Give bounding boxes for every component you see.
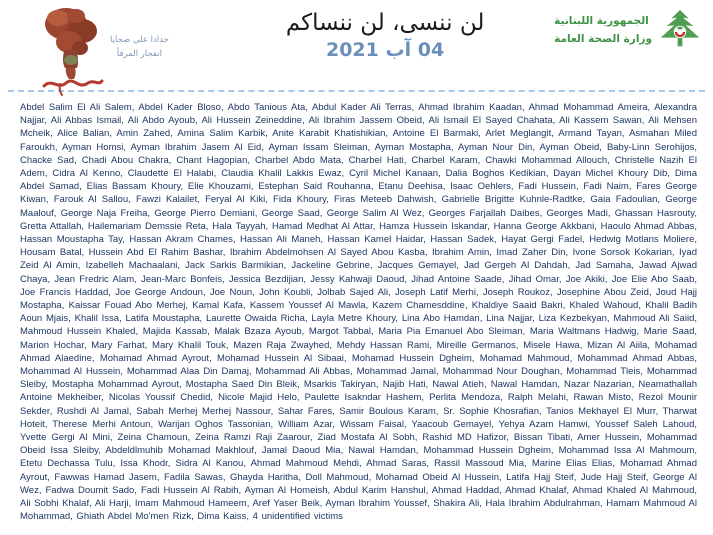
explosion-cloud-icon: [36, 4, 110, 96]
title-block: [216, 4, 554, 61]
memorial-caption-line2: انفجار المرفأ: [116, 49, 162, 59]
memorial-image-block: [36, 4, 216, 96]
ministry-name-line1: الجمهورية اللبنانية: [554, 15, 649, 27]
cedar-tree-icon: [657, 8, 703, 52]
page-header: [0, 0, 713, 90]
page-title: لن ننسى، لن ننساكم: [285, 10, 485, 36]
memorial-caption: [110, 33, 169, 62]
ministry-name-line2: وزارة الصحة العامة: [554, 33, 652, 46]
victims-name-list: Abdel Salim El Ali Salem, Abdel Kader Bloso, Abdo Tanious Ata, Abdul Kader Ali Terras, Ahmad Ibrahim Kaadan, Ahmad Mohammad Ameira, Alexandra Najjar, Ali Abbas Ismail, Ali Abdo Ayoub, Ali Hussein Zeineddine, Ali Ibrahim Jassem Obeid, Ali Ismail El Sayed Chahata, Ali Kassem Sawan, Ali Mehsen Mcheik, Alice Balian, Amin Zahed, Amina Salim Karbik, Anite Karabit Khatishikian, Antoine El Barmaki, Arlet Meglangit, Armand Tayan, Asmahan Miled Faroukh, Ayman Homsi, Ayman Ibrahim Jasem Al Eid, Ayman Issam Sleiman, Ayman Mostapha, Ayman Nour Din, Ayman Obeid, Baby-Linn Serohijos, Chacke Sad, Chadi Abou Chakra, Chant Hagopian, Charbel Abdo Mata, Charbel Hati, Charbel Karam, Chawki Mohammad Allouch, Christelle Nazih El Adem, Cidra Al Kenno, Claudette El Halabi, Claudia Khalil Lakkis Ewaz, Cyril Michel Kanaan, Dalia Boghos Kedikian, Dayan Michel Khoury Dib, Dima Abdel Samad, Elias Bassam Khoury, Elie Khouzami, Estephan Said Rouhanna, Etanu Deehisa, Isaac Oehlers, Fadi Hussein, Fadi Naim, Fares George Kiwan, Farouk Al Sallou, Fawzi Kalailet, Feryal Al Kiki, Fida Khoury, Firas Meteeb Dahwish, Gabrielle Brigitte Kuhnle-Radtke, Gaia Fadoulian, George Maalouf, George Naja Freiha, George Pierro Demiani, George Saad, George Salim Al Wez, Georges Farjallah Daibes, Georges Madi, Ghassan Hasrouty, Gretta Attallah, Hailemariam Demssie Reta, Hala Tayyah, Hamad Medhat Al Attar, Hamza Hussein Iskandar, Hanna George Akkbani, Haoulo Ahmad Abbas, Hassan Moustapha Tay, Hassan Akram Chames, Hassan Ali Maneh, Hassan Kamel Haidar, Hassan Sadek, Hayat Gergi Fadel, Hedwig Motlans Moliere, Housam Batal, Hussein Abd El Rahim Bashar, Ibrahim Abdelmohsen Al Sayed Abou Kasba, Ibrahim Amin, Imad Zaher Din, Ivone Sorsok Kokarian, Iyad Zeid Al Amin, Izabelleh Machaalani, Jack Sarkis Barmikian, Jackeline Gebrine, Jacques Gemayel, Jad Gergeh Al Dahdah, Jad Samaha, Jawad Ajwad Chaya, Jean Fredric Alam, Jean-Marc Bonfeis, Jessica Bezdijian, Jessy Kahwaji Daoud, Jihad Antoine Saade, Jihad Omar, Joe Akiki, Joe Elie Abo Saab, Joe Francis Haddad, Joe George Andoun, Joe Noun, John Koubli, Jolbab Sajed Ali, Joseph Latif Merhi, Joseph Roukoz, Josephine Abou Zeid, Joud Hajj Mostapha, Kaissar Fouad Abo Merhej, Kamal Kafa, Kassem Youssef Al Mawla, Kazem Chamesddine, Khaldiye Saaid Bakri, Khaled Wahoud, Khalil Badih Aoun Mjais, Khalil Issa, Latifa Moustapha, Laurette Owaida Richa, Layla Metre Khoury, Lina Abo Hamdan, Lina Najjar, Liza Kezbekyan, Mahmoud Ali Saiid, Mahmoud Hussein Khaled, Majida Kassab, Malak Bzaza Ayoub, Margot Tabbal, Maria Pia Emanuel Abo Sleiman, Maria Waltmans Hadwig, Marie Saad, Marion Hochar, Mary Farhat, Mary Khalil Touk, Mazen Raja Zwayhed, Mehdy Hassan Rami, Mireille Germanos, Misele Hawa, Mizan Al Aiila, Mohamad Ahmad Alaedine, Mohamad Ahmad Ayrout, Mohamad Hussein Al Sibaai, Mohamad Hussein Dgheim, Mohamad Mahmoud, Mohammad Ahmad Abbas, Mohammad Al Hussein, Mohammad Alaa Din Damaj, Mohammad Ali Abbas, Mohammad Jamal, Mohammad Nour Doughan, Mohammad Tleis, Mohammad Sleiby, Mostapha Mohammad Ayrout, Mostapha Saed Din Bleik, Msarkis Takiryan, Najib Hati, Nawal Atieh, Nawal Hamdan, Nazar Nazarian, Neamathallah Antoine Mekheiber, Nicolas Youssif Chedid, Nicole Majid Helo, Paulette Isakndar Hashem, Perlita Mendoza, Ralph Melahi, Rawan Misto, Rezol Mounir Sekder, Rushdi Al Jamal, Sabah Merhej Merhej Nassour, Sahar Fares, Samir Boulous Karam, Sr. Sophie Khosrafian, Tanios Mekhayel El Murr, Tharwat Hoteit, Therese Merhi Antoun, Warijan Oghos Tassonian, William Azar, Wissam Faisal, Yaacoub Gemayel, Yehya Azam Hamwi, Youssef Saleh Lahoud, Yvette Gergi Al Mini, Zeina Chamoun, Zeina Ramzi Raji Zaarour, Ziad Mostafa Al Sobh, Rashid MD Hafizor, Bissan Tibati, Amer Hussein, Mohammad Obeid Issa Sleiby, Abdeldlmuhib Mohamad Makhlouf, Jamal Daoud Mia, Nawal Hamdan, Mohammad Hussein Dgheim, Mohammad Issa Al Mahmoum, Etetu Dechassa Tulu, Issa Khodr, Sidra Al Kanou, Ahmad Mahmoud Mehdi, Ahmad Saras, Rassil Massoud Mia, Marine Elias Elias, Mohamad Ahmad Ayrout, Fawwas Hamad Jasem, Fadila Sawas, Ghayda Haritha, Doll Mahmoud, Mohamad Obeid Al Hussein, Latifa Hajj Steif, Jude Hajj Steif, George Al Wez, Fadwa Doumit Sado, Fadi Hussein Al Rabih, Ayman Al Homeish, Abdul Karim Hanshul, Ahmad Haddad, Ahmad Khalaf, Ahmad Khaled Al Mahmoud, Ali Sobhi Khalaf, Ali Harji, Imam Mahmoud Hameem, Aref Yaser Beik, Ayman Ibrahim Youssef, Shakira Ali, Hala Ibrahim Abdulrahman, Hamam Mahmoud Al Mohammad, Ghiath Abdel Mo'men Rizk, Dima Kaiss, 4 unidentified victims: [20, 102, 697, 523]
memorial-date: 04 آب 2021: [325, 39, 445, 61]
memorial-caption-line1: حدادا على ضحايا: [110, 34, 169, 45]
ministry-logo-block: [554, 8, 703, 52]
ministry-name: [554, 12, 652, 50]
